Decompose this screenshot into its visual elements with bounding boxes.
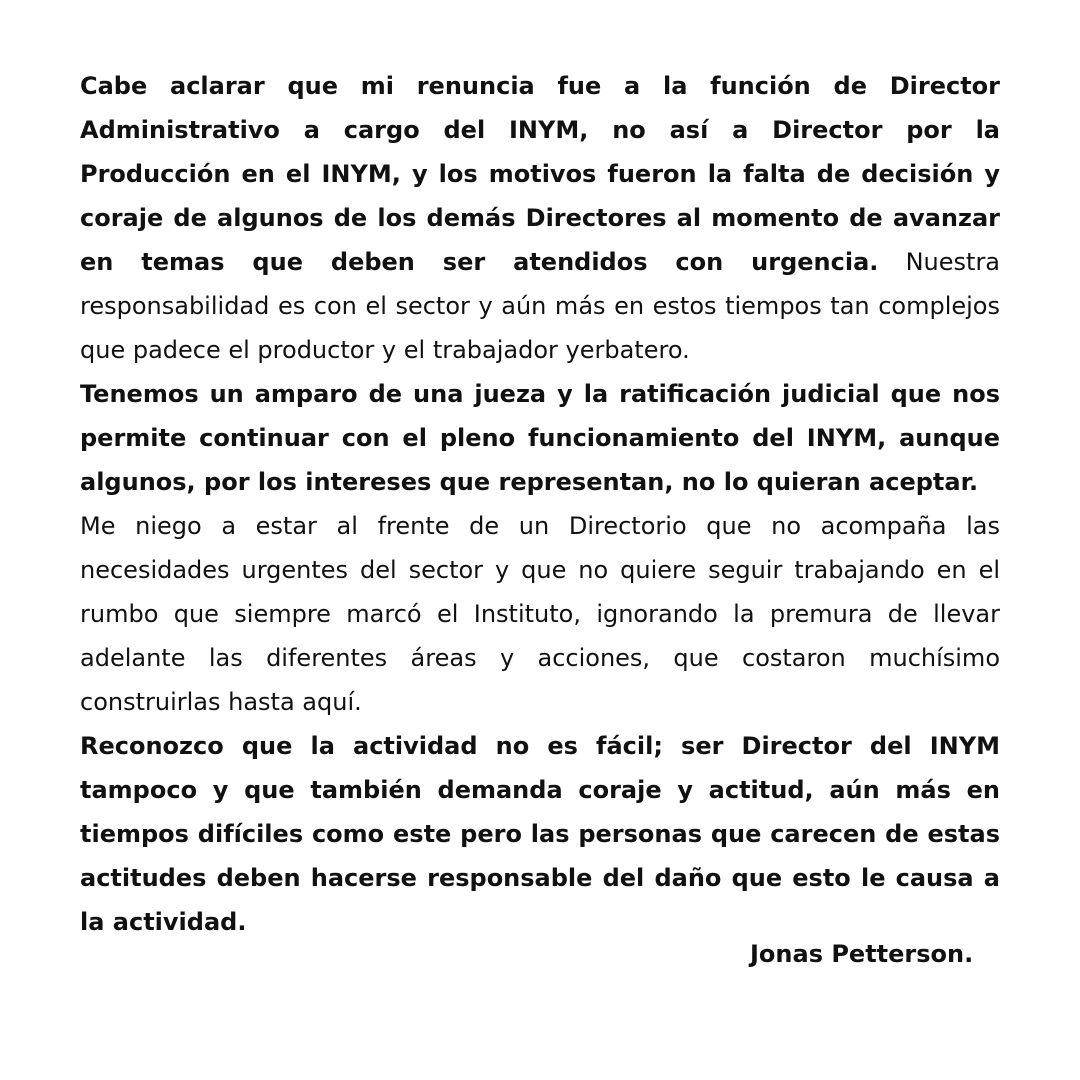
paragraph-recognition: Reconozco que la actividad no es fácil; ser Director del INYM tampoco y que también demanda coraje y actitud, aún más en tiempos difíciles como este pero las personas que carecen de estas actitudes deben hacerse responsable del daño que esto le causa a la actividad. (80, 732, 1000, 936)
responsibility-text: Nuestra responsabilidad es con el sector y aún más en estos tiempos tan complejos que padece el productor y el trabajador yerbatero. (80, 248, 1001, 364)
paragraph-refusal: Me niego a estar al frente de un Directorio que no acompaña las necesidades urgentes del sector y que no quiere seguir trabajando en el rumbo que siempre marcó el Instituto, ignorando la premura de llevar adelante las diferentes áreas y acciones, que costaron muchísimo construirlas hasta aquí. (80, 512, 1000, 716)
paragraph-judicial-support: Tenemos un amparo de una jueza y la ratificación judicial que nos permite continuar con el pleno funcionamiento del INYM, aunque algunos, por los intereses que representan, no lo quieran aceptar. (80, 380, 1000, 496)
signature: Jonas Petterson. (750, 940, 974, 968)
resignation-clarification-text: Cabe aclarar que mi renuncia fue a la función de Director Administrativo a cargo del INYM, no así a Director por la Producción en el INYM, y los motivos fueron la falta de decisión y coraje de algunos de los demás Directores al momento de avanzar en temas que deben ser atendidos con urgencia. (80, 72, 1000, 276)
statement-body (80, 64, 1000, 944)
paragraph-resignation (80, 64, 1000, 372)
